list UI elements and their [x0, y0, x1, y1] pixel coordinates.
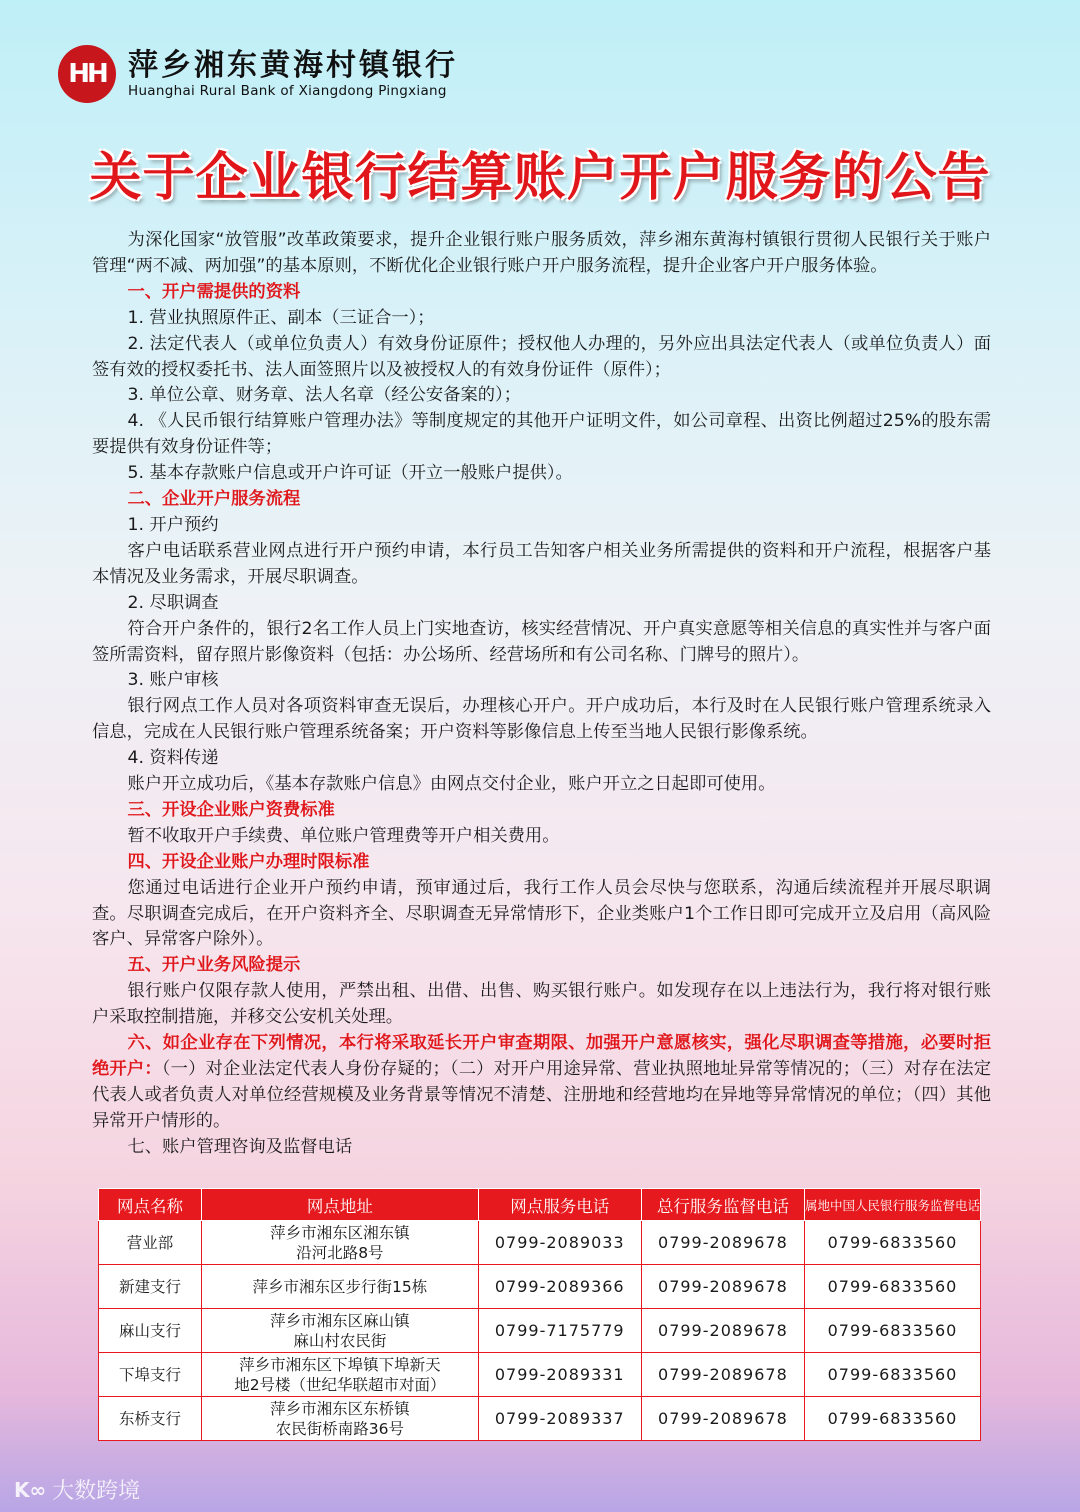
address-cell: 萍乡市湘东区东桥镇 农民街桥南路36号 [202, 1397, 479, 1441]
step-title: 4. 资料传递 [127, 748, 219, 769]
pboc-phone-cell: 0799-6833560 [804, 1221, 980, 1265]
section-heading: 七、账户管理咨询及监督电话 [127, 1136, 353, 1157]
pboc-phone-cell: 0799-6833560 [804, 1309, 980, 1353]
step-text: 账户开立成功后，《基本存款账户信息》由网点交付企业，账户开立之日起即可使用。 [127, 774, 776, 795]
intro-paragraph: 为深化国家“放管服”改革政策要求，提升企业银行账户服务质效，萍乡湘东黄海村镇银行贯彻人民银行关于账户管理“两不减、两加强”的基本原则，不断优化企业银行账户开户服务流程，提升企业客户开户服务体验。 [92, 230, 991, 276]
branch-name-cell: 麻山支行 [99, 1309, 202, 1353]
column-header: 网点地址 [202, 1189, 479, 1221]
section-heading: 一、开户需提供的资料 [127, 281, 301, 302]
table-row [99, 1265, 981, 1309]
watermark-logo-icon: K∞ [14, 1477, 47, 1502]
list-item: 1. 营业执照原件正、副本（三证合一）； [127, 307, 435, 328]
branch-phone-cell: 0799-2089033 [478, 1221, 641, 1265]
branch-name-cell: 下埠支行 [99, 1353, 202, 1397]
table-row [99, 1221, 981, 1265]
branch-phone-cell: 0799-2089331 [478, 1353, 641, 1397]
pboc-phone-cell: 0799-6833560 [804, 1265, 980, 1309]
table-header-row [99, 1189, 981, 1221]
address-cell: 萍乡市湘东区下埠镇下埠新天 地2号楼（世纪华联超市对面） [202, 1353, 479, 1397]
bank-logo-icon: HH [58, 45, 116, 103]
section-text: （一）对企业法定代表人身份存疑的；（二）对开户用途异常、营业执照地址异常等情况的；（三）对存在法定代表人或者负责人对单位经营规模及业务背景等情况不清楚、注册地和经营地均在异地等异常情况的单位；（四）其他异常开户情形的。 [92, 1059, 991, 1131]
step-title: 1. 开户预约 [127, 514, 219, 535]
notice-title: 关于企业银行结算账户开户服务的公告 [89, 148, 991, 208]
bank-name-cn: 萍乡湘东黄海村镇银行 [128, 48, 458, 83]
section-text: 暂不收取开户手续费、单位账户管理费等开户相关费用。 [127, 825, 560, 846]
hq-phone-cell: 0799-2089678 [641, 1221, 804, 1265]
section-heading: 二、企业开户服务流程 [127, 489, 301, 510]
column-header: 网点服务电话 [478, 1189, 641, 1221]
branch-name-cell: 东桥支行 [99, 1397, 202, 1441]
branch-phone-cell: 0799-2089366 [478, 1265, 641, 1309]
column-header: 总行服务监督电话 [641, 1189, 804, 1221]
notice-body [92, 228, 991, 1161]
step-title: 3. 账户审核 [127, 670, 219, 691]
hq-phone-cell: 0799-2089678 [641, 1309, 804, 1353]
branch-phone-cell: 0799-2089337 [478, 1397, 641, 1441]
branch-contact-table [98, 1188, 981, 1441]
section-heading: 五、开户业务风险提示 [127, 955, 301, 976]
step-title: 2. 尽职调查 [127, 592, 219, 613]
section-6 [92, 1031, 991, 1135]
hq-phone-cell: 0799-2089678 [641, 1353, 804, 1397]
table-row [99, 1309, 981, 1353]
list-item: 3. 单位公章、财务章、法人名章（经公安备案的）； [127, 385, 521, 406]
step-text: 符合开户条件的，银行2名工作人员上门实地查访，核实经营情况、开户真实意愿等相关信息的真实性并与客户面签所需资料，留存照片影像资料（包括：办公场所、经营场所和有公司名称、门牌号的照片）。 [92, 618, 991, 665]
section-heading: 三、开设企业账户资费标准 [127, 799, 335, 820]
column-header: 网点名称 [99, 1189, 202, 1221]
hq-phone-cell: 0799-2089678 [641, 1265, 804, 1309]
address-cell: 萍乡市湘东区麻山镇 麻山村农民街 [202, 1309, 479, 1353]
step-text: 客户电话联系营业网点进行开户预约申请，本行员工告知客户相关业务所需提供的资料和开户流程，根据客户基本情况及业务需求，开展尽职调查。 [92, 540, 991, 587]
branch-name-cell: 营业部 [99, 1221, 202, 1265]
table-row [99, 1353, 981, 1397]
watermark [14, 1474, 140, 1505]
list-item: 2. 法定代表人（或单位负责人）有效身份证原件；授权他人办理的，另外应出具法定代表人（或单位负责人）面签有效的授权委托书、法人面签照片以及被授权人的有效身份证件（原件）； [92, 333, 991, 380]
section-heading: 四、开设企业账户办理时限标准 [127, 851, 370, 872]
pboc-phone-cell: 0799-6833560 [804, 1353, 980, 1397]
column-header: 属地中国人民银行服务监督电话 [804, 1189, 980, 1221]
list-item: 5. 基本存款账户信息或开户许可证（开立一般账户提供）。 [127, 463, 573, 484]
section-heading: 六、如企业存在下列情况，本行将采取延长开户审查期限、加强开户意愿核实，强化尽职调查等措施，必要时拒绝开户： [92, 1033, 991, 1079]
list-item: 4. 《人民币银行结算账户管理办法》等制度规定的其他开户证明文件，如公司章程、出资比例超过25%的股东需要提供有效身份证件等； [92, 411, 991, 458]
section-text: 银行账户仅限存款人使用，严禁出租、出借、出售、购买银行账户。如发现存在以上违法行为，我行将对银行账户采取控制措施，并移交公安机关处理。 [92, 981, 991, 1028]
address-cell: 萍乡市湘东区湘东镇 沿河北路8号 [202, 1221, 479, 1265]
table-row [99, 1397, 981, 1441]
watermark-text: 大数跨境 [52, 1479, 141, 1504]
hq-phone-cell: 0799-2089678 [641, 1397, 804, 1441]
branch-phone-cell: 0799-7175779 [478, 1309, 641, 1353]
address-cell: 萍乡市湘东区步行街15栋 [202, 1265, 479, 1309]
bank-logo [58, 45, 458, 103]
pboc-phone-cell: 0799-6833560 [804, 1397, 980, 1441]
branch-name-cell: 新建支行 [99, 1265, 202, 1309]
step-text: 银行网点工作人员对各项资料审查无误后，办理核心开户。开户成功后，本行及时在人民银行账户管理系统录入信息，完成在人民银行账户管理系统备案；开户资料等影像信息上传至当地人民银行影像系统。 [92, 696, 991, 743]
section-text: 您通过电话进行企业开户预约申请，预审通过后，我行工作人员会尽快与您联系，沟通后续流程并开展尽职调查。尽职调查完成后，在开户资料齐全、尽职调查无异常情形下，企业类账户1个工作日即可完成开立及启用（高风险客户、异常客户除外）。 [92, 877, 991, 950]
bank-name-en: Huanghai Rural Bank of Xiangdong Pingxiang [128, 83, 447, 99]
